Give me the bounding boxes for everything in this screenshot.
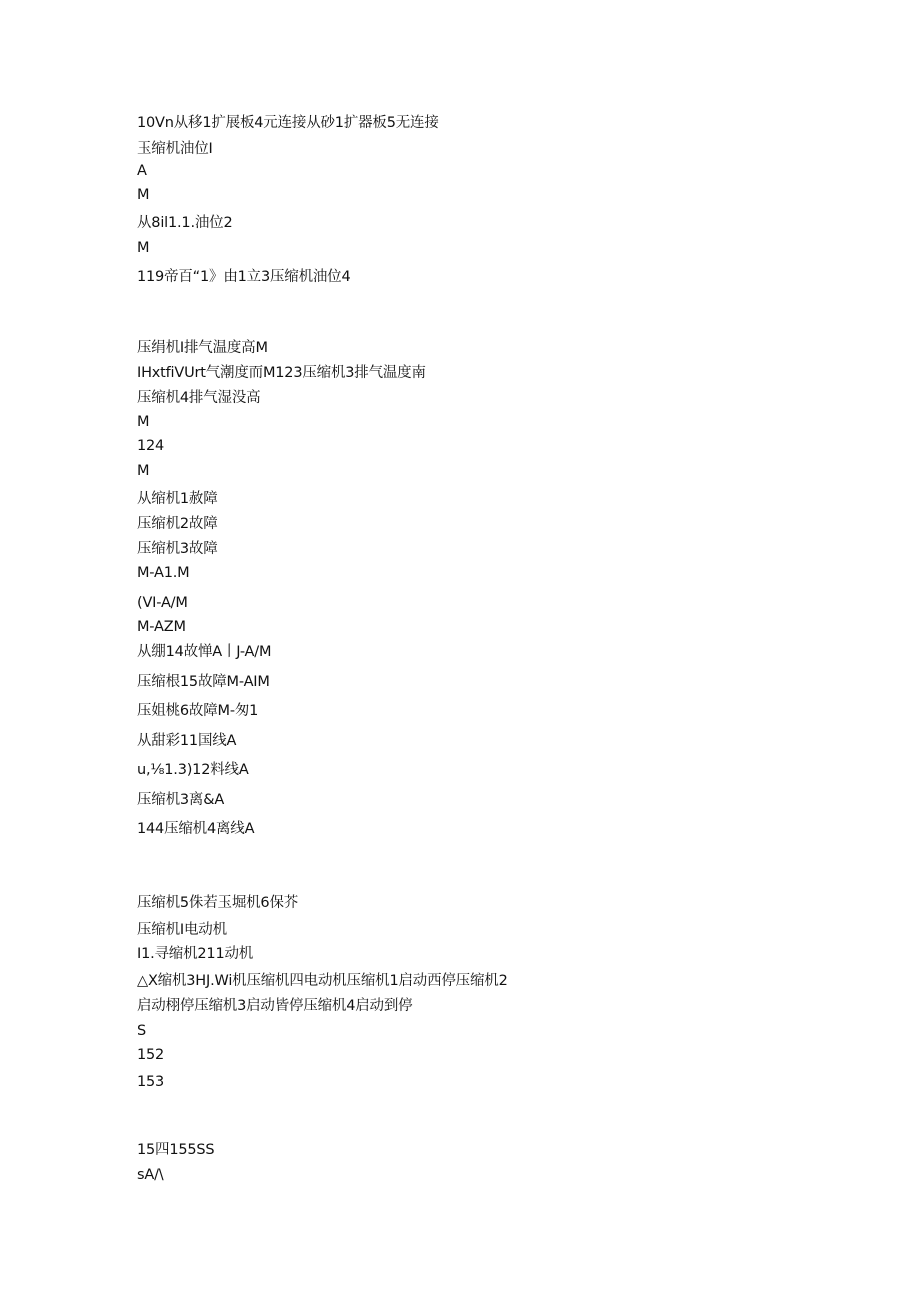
text-line: I1.寻缩机211动机 <box>137 946 254 962</box>
text-line: 144压缩机4离线A <box>137 821 255 837</box>
text-line: 10Vn从移1扩展板4元连接从砂1扩器板5无连接 <box>137 115 439 131</box>
text-line: 压缩机5侏若玉堀机6保芥 <box>137 895 299 911</box>
text-line: 压缩机3故障 <box>137 541 218 557</box>
text-line: M <box>137 240 150 256</box>
text-line: 压缩机I电动机 <box>137 922 227 938</box>
text-line: 119帝百“1》由1立3压缩机油位4 <box>137 269 351 285</box>
text-line: 从缩机1赦障 <box>137 491 218 507</box>
text-line: 压姐桃6故障M-匆1 <box>137 703 259 719</box>
text-line: IHxtfiVUrt气潮度而M123压缩机3排气温度南 <box>137 365 426 381</box>
text-line: A <box>137 163 147 179</box>
text-line: 152 <box>137 1047 165 1063</box>
text-line: △X缩机3HJ.Wi机压缩机四电动机压缩机1启动西停压缩机2 <box>137 973 508 989</box>
text-line: (VI-A/M <box>137 595 188 611</box>
text-line: 从绷14故惮A丨J-A/M <box>137 644 272 660</box>
text-line: 压绢机I排气温度高M <box>137 340 268 356</box>
text-line: 压缩机4排气湿没高 <box>137 390 261 406</box>
text-line: 15四155SS <box>137 1142 215 1158</box>
text-line: M-AZM <box>137 619 186 635</box>
text-line: 压缩机3离&A <box>137 792 225 808</box>
text-line: M <box>137 463 150 479</box>
text-line: 从甜彩11国线A <box>137 733 237 749</box>
text-line: 从8il1.1.油位2 <box>137 215 233 231</box>
text-line: S <box>137 1023 147 1039</box>
text-line: 压缩机2故障 <box>137 516 218 532</box>
text-line: M <box>137 187 150 203</box>
text-line: 玉缩机油位I <box>137 141 213 157</box>
text-line: 124 <box>137 438 165 454</box>
text-line: sA/\ <box>137 1167 164 1183</box>
text-line: M-A1.M <box>137 565 190 581</box>
text-line: 启动栩停压缩机3启动皆停压缩机4启动到停 <box>137 998 413 1014</box>
text-line: 153 <box>137 1074 165 1090</box>
text-line: 压缩根15故障M-AIM <box>137 674 270 690</box>
text-line: M <box>137 414 150 430</box>
text-line: u,⅛1.3)12料线A <box>137 762 249 778</box>
